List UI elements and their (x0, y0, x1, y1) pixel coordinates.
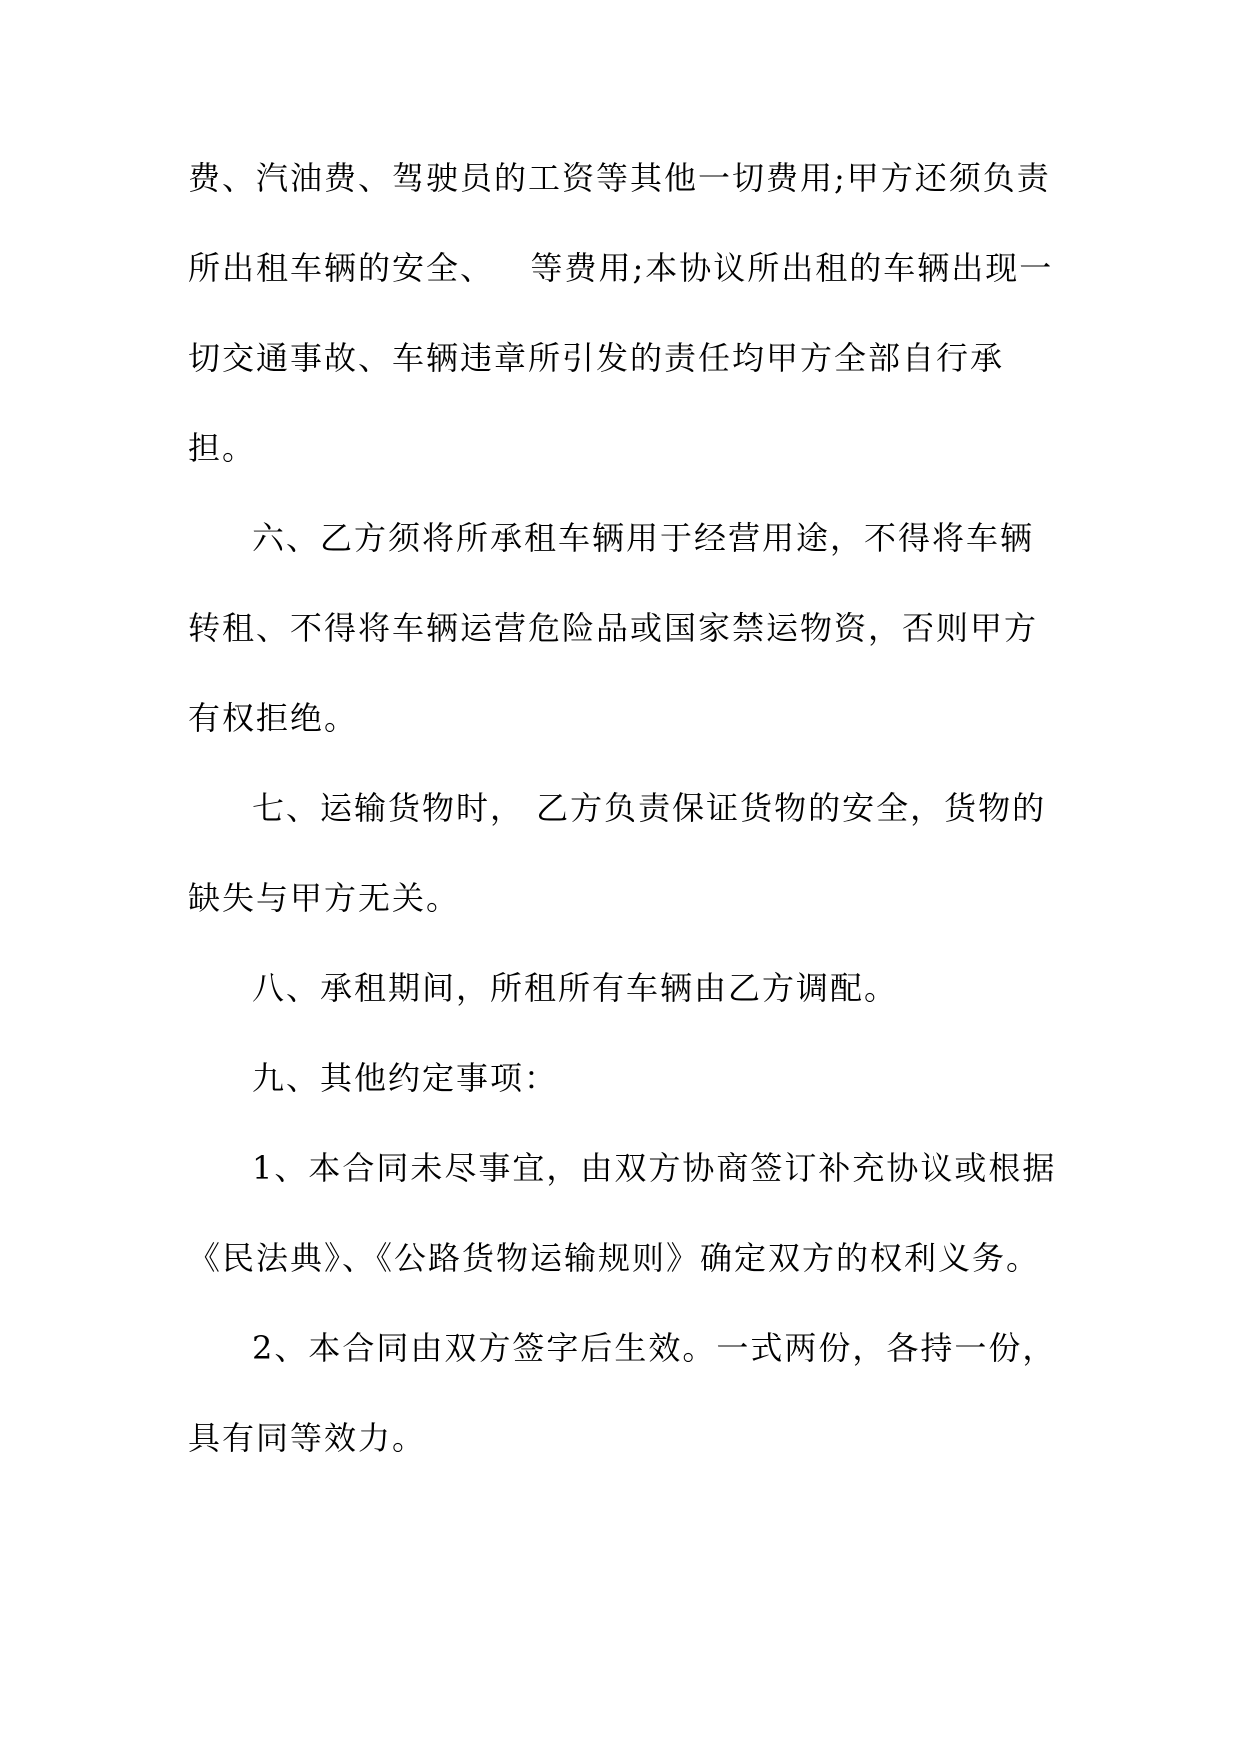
sub-clause-2-line: 2、本合同由双方签字后生效。一式两份，各持一份， (252, 1329, 1057, 1367)
paragraph-line: 担。 (188, 429, 257, 467)
paragraph-line: 具有同等效力。 (188, 1419, 427, 1457)
paragraph-line: 有权拒绝。 (188, 699, 359, 737)
paragraph-line: 缺失与甲方无关。 (188, 879, 461, 917)
paragraph-line: 所出租车辆的安全、 等费用;本协议所出租的车辆出现一 (188, 249, 1054, 287)
sub-clause-1-line: 1、本合同未尽事宜，由双方协商签订补充协议或根据 (252, 1149, 1057, 1187)
paragraph-line: 转租、不得将车辆运营危险品或国家禁运物资，否则甲方 (188, 609, 1039, 647)
clause-six-line: 六、乙方须将所承租车辆用于经营用途，不得将车辆 (252, 519, 1035, 557)
paragraph-line: 切交通事故、车辆违章所引发的责任均甲方全部自行承 (188, 339, 1005, 377)
clause-nine-heading: 九、其他约定事项： (252, 1059, 559, 1097)
clause-eight-line: 八、承租期间，所租所有车辆由乙方调配。 (252, 969, 899, 1007)
paragraph-line: 费、汽油费、驾驶员的工资等其他一切费用;甲方还须负责 (188, 159, 1051, 197)
paragraph-line: 《民法典》、《公路货物运输规则》确定双方的权利义务。 (188, 1239, 1041, 1277)
clause-seven-line: 七、运输货物时， 乙方负责保证货物的安全，货物的 (252, 789, 1047, 827)
